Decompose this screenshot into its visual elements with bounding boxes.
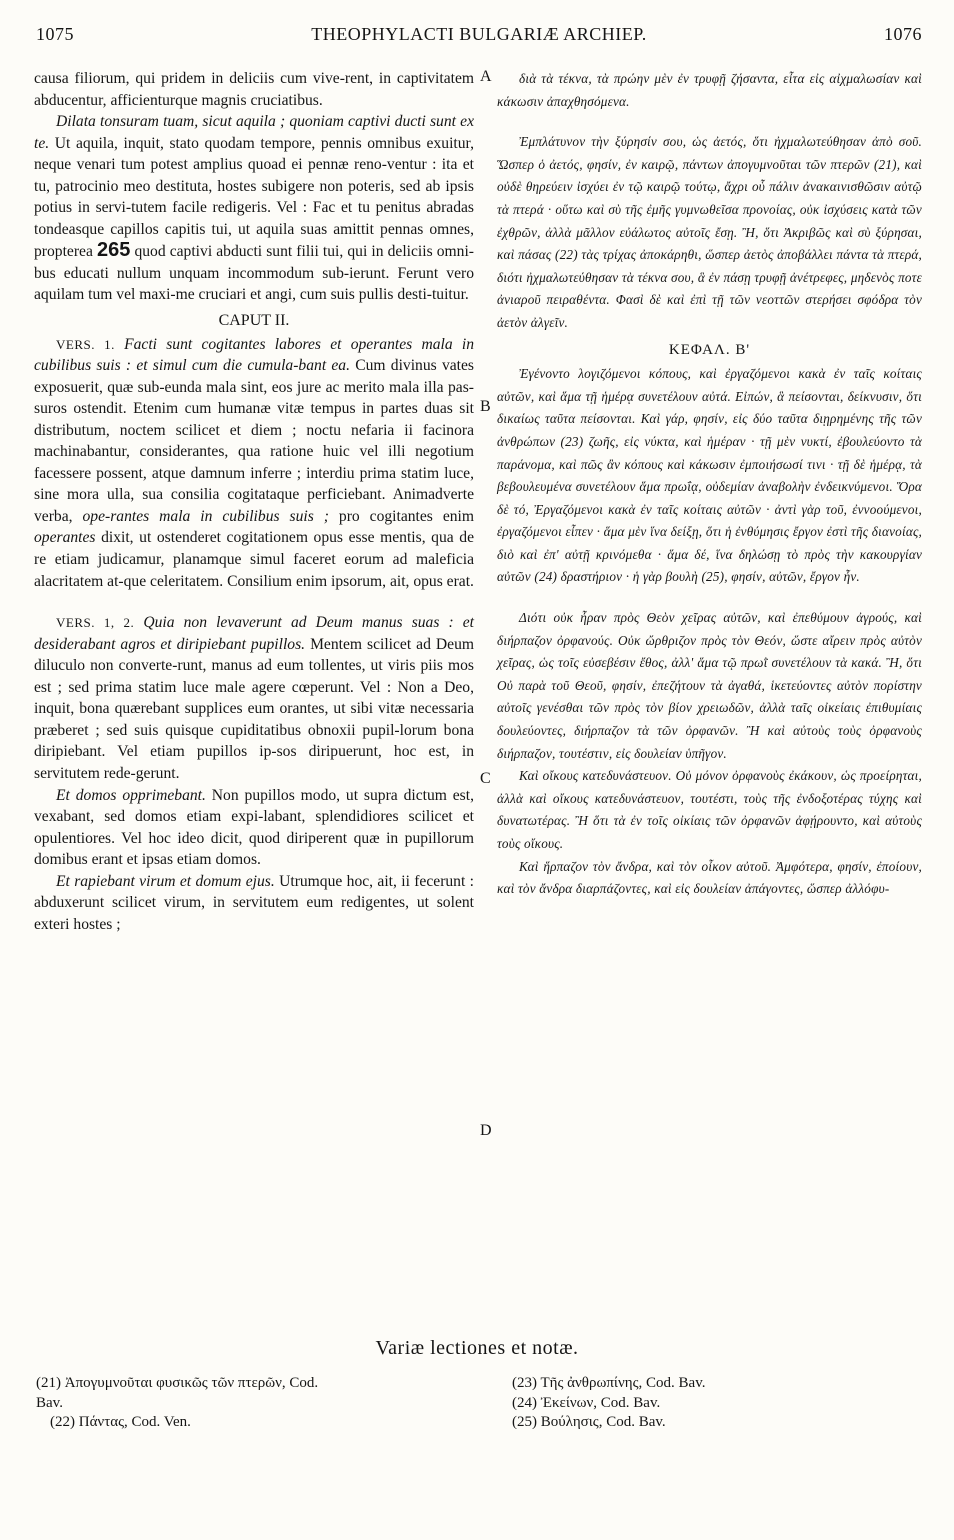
running-header [36,24,922,54]
latin-lemma: Quia non levaverunt ad Deum manus suas : et desiderabant agros et diripiebant pupillos. [34,614,474,653]
latin-lemma: Dilata tonsuram tuam, sicut aquila ; quoniam captivi ducti sunt ex te. [34,113,474,152]
greek-paragraph: Καὶ ἥρπαζον τὸν ἄνδρα, καὶ τὸν οἶκον αὐτοῦ. Ἀμφότερα, φησίν, ἐποίουν, καὶ τὸν ἄνδρα διαρπάζοντες, καὶ εἰς δουλείαν ἀπάγοντες, ὥσπερ ἀλλόφυ- [497,858,922,897]
column-number: 265 [96,239,131,262]
margin-letter-d: D [480,1122,492,1139]
page-number-right: 1076 [884,24,922,44]
page-number-left: 1075 [36,24,74,44]
note-line: (25) Βούλησις, Cod. Bav. [512,1414,666,1430]
notes-right [512,1374,932,1433]
latin-lemma: Et domos opprimebant. [56,786,206,804]
greek-column [497,68,922,901]
verse-label: VERS. 1. [56,336,115,352]
greek-paragraph: Διότι οὐκ ἦραν πρὸς Θεὸν χεῖρας αὐτῶν, καὶ ἐπεθύμουν ἀγρούς, καὶ διήρπαζον ὀρφανούς. Οὐκ ὤρθριζον πρὸς τὸν Θεόν, ὥστε αἴρειν πρὸς αὐτὸν χεῖρας, ὡς τοῖς εὐσεβέσιν ἔθος, ἀλλ' ἅμα τῷ πρωῒ συνετέλουν τὰ κακά. Ἢ, ὅτι Οὐ παρὰ τοῦ Θεοῦ, φησίν, ἐπεζήτουν τὰ ἀγαθά, ἱκετεύοντες αὐτὸν πορίστην αὐτοῖς γενέσθαι τῶν πρὸς τὸν βίον χρειωδῶν, ἀλλὰ ταῖς οἰκείαις ἐπιθυμίαις δουλεύοντες, διήρπαζον τὰ τῶν ὀρφανῶν. Ἢ καὶ αὐτοὺς τοὺς ὀρφανοὺς διήρπαζον, τουτέστιν, εἰς δουλείαν ὑπῆγον. [497,610,922,761]
latin-verse: VERS. 1. Facti sunt cogitantes labores et operantes mala in cubilibus suis : et simul cum die cumula-bant ea. Cum divinus vates exposuerit, quæ sub-eunda mala sint, eos jure ac merito mala illa pas-suros ostendit. Etenim cum humanæ vitæ tempus in partes duas sit distributum, noctem scilicet et diem ; noctu nefaria ii facinora machinabantur, considerantes, qua ratione huic vel illi negotium facessere possent, atque damnum inferre ; interdiu prima statim luce, sine mora ulla, sua consilia cogitataque perficiebant. Animadverte verba, ope-rantes mala in cubilibus suis ; pro cogitantes enim operantes dixit, ut ostenderet cogitationem opus esse mentis, qua de re etiam judicamur, planamque simul faceret eorum ad maleficia alacritatem at-que celeritatem. Consilium enim ipsorum, ait, opus erat. [34,335,475,590]
verse-label: VERS. 1, 2. [56,615,135,631]
latin-paragraph: Et rapiebant virum et domum ejus. Utrumque hoc, ait, ii fecerunt : abduxerunt scilicet virum, in servitutem eum redigentes, ut solent exteri hostes ; [34,872,474,933]
latin-paragraph: Dilata tonsuram tuam, sicut aquila ; quoniam captivi ducti sunt ex te. Ut aquila, inquit, stato quodam tempore, pennis omnibus exuitur, neque venari tum potest amplius quoad ei pennæ reno-ventur : ita et tu, patrocinio meo destituta, hostes subigere non poteris, sed ab ipsis potius in servi-tutem facile redigeris. Vel : Fac et tu penitus abradas tondeasque capillos capitis tui, ut aquila suas amittit pennas omnes, propterea 265 quod captivi abducti sunt filii tui, qui in deliciis omni-bus educati nullum unquam incommodum sub-ierunt. Ferunt vero aquilam tum vel maxi-me cruciari et angi, cum suis pullis desti-tuitur. [34,113,474,304]
note-line: (21) Ἀπογυμνοῦται φυσικῶς τῶν πτερῶν, Cod. [36,1375,319,1391]
note-line: (24) Ἐκείνων, Cod. Bav. [512,1394,661,1411]
latin-column [34,68,474,935]
greek-paragraph: Καὶ οἴκους κατεδυνάστευον. Οὐ μόνον ὀρφανοὺς ἐκάκουν, ὡς προείρηται, ἀλλὰ καὶ οἴκους κατεδυνάστευον, τουτέστι, τοὺς τῆς ἐνδοξοτέρας τύχης καὶ δυνατωτέρας. Ἢ ὅτι τὰ ἐν τοῖς οἰκίαις τῶν ὀρφανῶν ἀφῄρουντο, καὶ αὐτοὺς τοὺς οἴκους. [497,768,922,851]
note-line: (23) Τῆς ἀνθρωπίνης, Cod. Bav. [512,1375,706,1391]
greek-paragraph: Ἐμπλάτυνον τὴν ξύρησίν σου, ὡς ἀετός, ὅτι ἠχμαλωτεύθησαν ἀπὸ σοῦ. Ὥσπερ ὁ ἀετός, φησίν, ἐν καιρῷ, πάντων ἀπογυμνοῦται τῶν πτερῶν (21), καὶ οὐδὲ θηρεύειν ἰσχύει ἐν τῷ καιρῷ τούτῳ, ἄχρι οὗ πάλιν ἀνακαινισθῶσιν αὐτῷ τὰ πτερά · οὕτω καὶ σὺ τῆς ἐμῆς γυμνωθεῖσα προνοίας, οὐκ ἰσχύσεις κατὰ τῶν ἐχθρῶν, ἀλλὰ μᾶλλον εὐάλωτος αὐτοῖς ἔσῃ. Ἢ, ὅτι Ἀκριβῶς καὶ σὺ ξύρησαι, καὶ πάσας (22) τὰς τρίχας ἀποκάρηθι, ὥσπερ ἀετὸς ἀποβάλλει πάντα τὰ πτερά, διότι ἠχμαλωτεύθησαν τὰ τέκνα σου, ἃ ἐν πάσῃ τρυφῇ ἀνέτρεφες, μηδενὸς ποτε ἀνιαροῦ πειραθέντα. Φασὶ δὲ καὶ ἐπὶ τῇ τῶν νεοττῶν στερήσει σφόδρα τὸν ἀετὸν ἀλγεῖν. [497,134,922,330]
note-line: (22) Πάντας, Cod. Ven. [50,1414,191,1430]
greek-paragraph: Ἐγένοντο λογιζόμενοι κόπους, καὶ ἐργαζόμενοι κακὰ ἐν ταῖς κοίταις αὐτῶν, καὶ ἅμα τῇ ἡμέρᾳ συνετέλουν αὐτά. Εἰπών, ἃ πείσονται, δείκνυσιν, ὅτι δικαίως ταῦτα πείσονται. Καὶ γάρ, φησίν, εἰς δύο ταῦτα διῃρημένης τῆς τῶν ἀνθρώπων (23) ζωῆς, εἰς νύκτα, καὶ ἡμέραν · τῇ μὲν νυκτί, ἐβουλεύοντο τὰ παράνομα, καὶ πῶς ἂν κόπους καὶ κάκωσιν ἐμποιήσωσί τινι · τῇ δὲ ἡμέρᾳ, τὰ βεβουλευμένα συνετέλουν ἅμα πρωΐᾳ, οὐδεμίαν ἀναβολὴν ἐνδεικνύμενοι. Ὅρα δὲ τό, Ἐργαζόμενοι κακὰ ἐν ταῖς κοίταις αὐτῶν · ἀντὶ γὰρ τοῦ, ἐννοούμενοι, ἐργαζόμενοι εἶπεν · ἅμα μὲν ἵνα δείξῃ, ὅτι ἡ ἐνθύμησις ἔργον ἐστὶ τῆς διανοίας, διὸ καὶ ἐπ' αὐτῇ κρινόμεθα · ἅμα δέ, ἵνα δηλώσῃ τὸ πρὸς τὴν κακουργίαν αὐτῶν (24) δραστήριον · ἡ γὰρ βουλὴ (25), φησίν, αὐτῶν, ἔργον ἦν. [497,366,922,585]
notes-left [36,1374,466,1433]
latin-lemma: Et rapiebant virum et domum ejus. [56,872,275,890]
note-line: Bav. [36,1394,63,1411]
running-title: THEOPHYLACTI BULGARIÆ ARCHIEP. [311,24,647,44]
latin-paragraph: Et domos opprimebant. Non pupillos modo, ut supra dictum est, vexabant, sed domos etiam expi-labant, splendidiores scilicet et opulentiores. Vel hoc ideo dicit, quod diriperent quæ in pupillorum domibus erant et ipsas etiam domos. [34,786,474,869]
chapter-heading-latin: CAPUT II. [218,312,290,330]
greek-paragraph: διὰ τὰ τέκνα, τὰ πρώην μὲν ἐν τρυφῇ ζήσαντα, εἶτα εἰς αἰχμαλωσίαν καὶ κάκωσιν ἀπαχθησόμενα. [497,71,922,109]
margin-letter-a: A [480,68,492,85]
margin-letter-c: C [480,770,491,787]
latin-lemma: Facti sunt cogitantes labores et operantes mala in cubilibus suis : et simul cum die cumula-bant ea. [34,335,475,375]
notes-title: Variæ lectiones et notæ. [375,1337,579,1359]
chapter-heading-greek: ΚΕΦΑΛ. Β' [668,341,751,358]
latin-verse: VERS. 1, 2. Quia non levaverunt ad Deum manus suas : et desiderabant agros et diripiebant pupillos. Mentem scilicet ad Deum diluculo non converte-runt, manus ad eum tollentes, ut viris piis mos est ; sed prima statim luce male agere cœperunt. Vel : Non a Deo, inquit, bona quærebant supplices eum orantes, ut sibi vitæ necessaria præberet ; sed suis quisque cupiditatibus obnoxii pupil-lorum bona diripiebant. Vel etiam pupillos ip-sos diripuerunt, hoc est, in servitutem rede-gerunt. [34,614,474,782]
margin-letter-b: B [480,398,491,415]
latin-paragraph: causa filiorum, qui pridem in deliciis cum vive-rent, in captivitatem abducentur, afficienturque magnis cruciatibus. [34,70,474,109]
